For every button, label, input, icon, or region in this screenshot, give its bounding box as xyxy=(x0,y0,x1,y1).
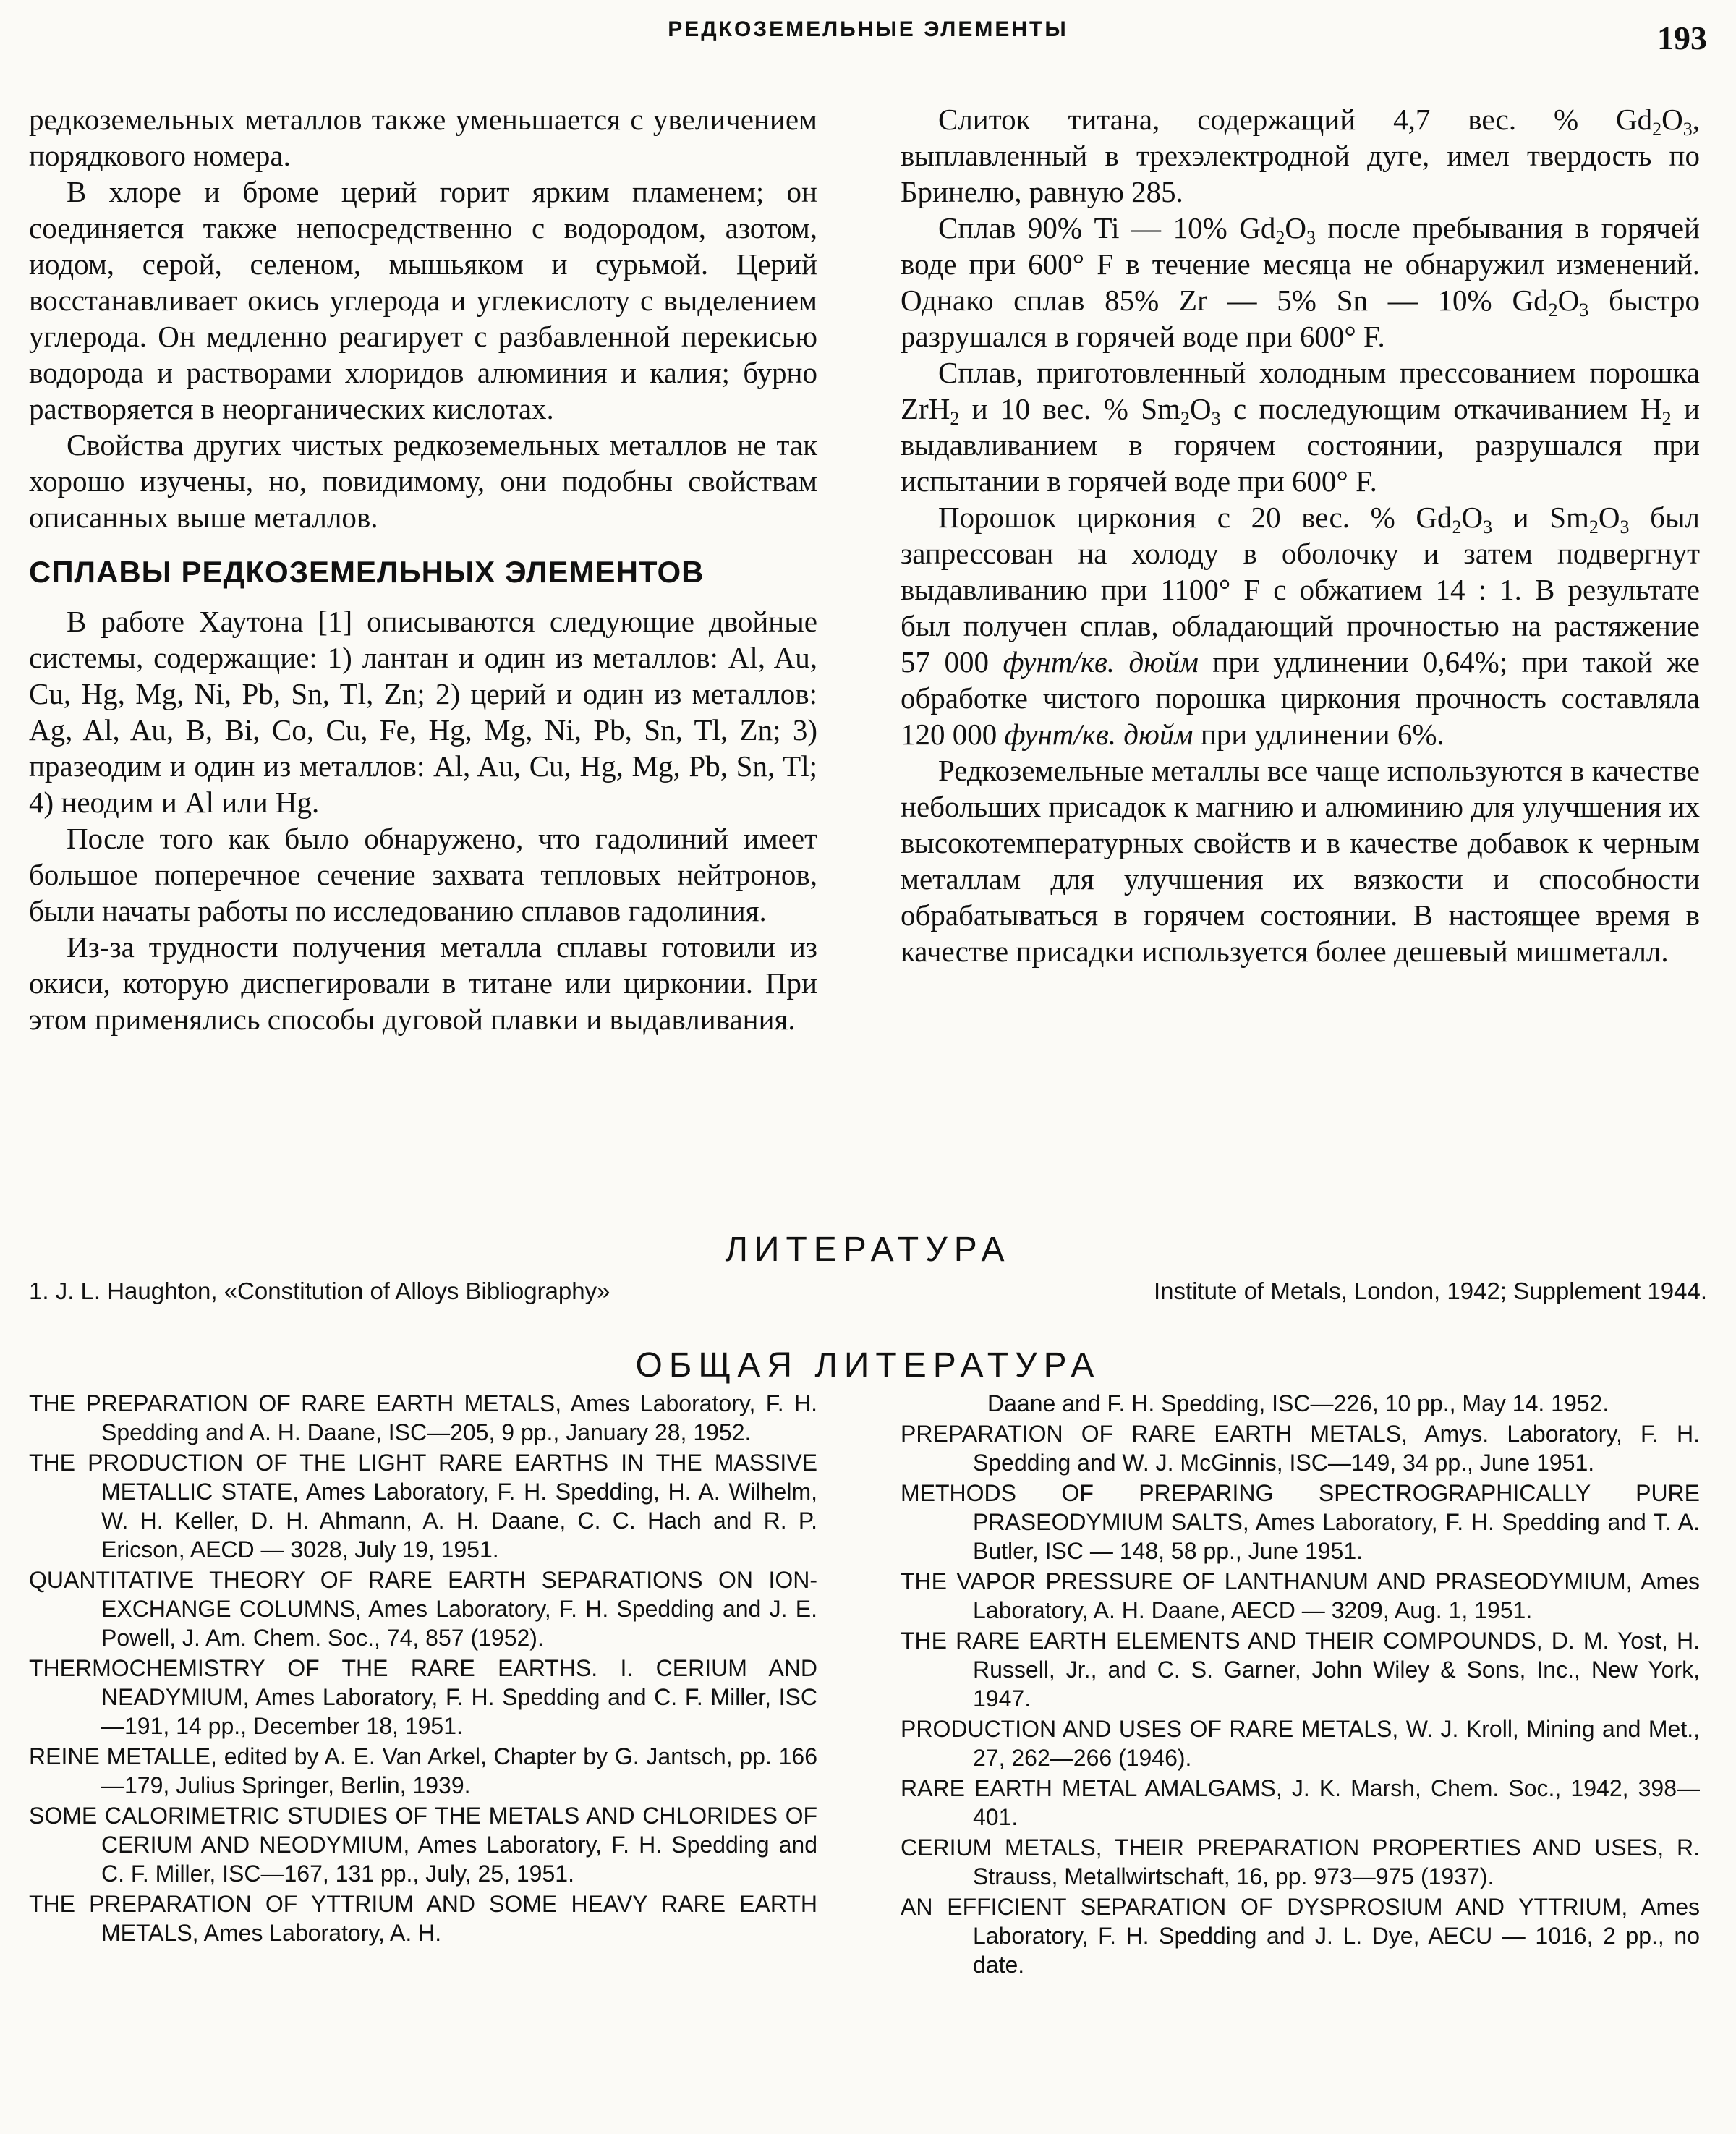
paragraph: Свойства других чистых редкоземельных металлов не так хорошо изучены, но, повидимому, они подобны свойствам описанных выше металлов. xyxy=(29,428,817,534)
reference-entry: PRODUCTION AND USES OF RARE METALS, W. J. Kroll, Mining and Met., 27, 262—266 (1946). xyxy=(901,1716,1700,1771)
unit-italic: фунт/кв. дюйм xyxy=(1004,718,1194,751)
reference-entry: THE PREPARATION OF YTTRIUM AND SOME HEAVY RARE EARTH METALS, Ames Laboratory, A. H. xyxy=(29,1891,817,1946)
reference-entry: THE VAPOR PRESSURE OF LANTHANUM AND PRASEODYMIUM, Ames Laboratory, A. H. Daane, AECD — 3209, Aug. 1, 1951. xyxy=(901,1568,1700,1623)
reference-entry: THERMOCHEMISTRY OF THE RARE EARTHS. I. CERIUM AND NEADYMIUM, Ames Laboratory, F. H. Spedding and C. F. Miller, ISC—191, 14 pp., December 18, 1951. xyxy=(29,1655,817,1739)
page-number: 193 xyxy=(1657,20,1707,56)
reference-entry: QUANTITATIVE THEORY OF RARE EARTH SEPARATIONS ON ION-EXCHANGE COLUMNS, Ames Laboratory, F. H. Spedding and J. E. Powell, J. Am. Chem. Soc., 74, 857 (1952). xyxy=(29,1567,817,1651)
reference-entry: THE RARE EARTH ELEMENTS AND THEIR COMPOUNDS, D. M. Yost, H. Russell, Jr., and C. S. Garner, John Wiley & Sons, Inc., New York, 1947. xyxy=(901,1628,1700,1712)
paragraph: Редкоземельные металлы все чаще используются в качестве небольших присадок к магнию и алюминию для улучшения их высокотемпературных свойств и в качестве добавок к черным металлам для улучшения их вязкости и способности обрабатываться в горячем состоянии. В настоящее время в качестве присадки используется более дешевый мишметалл. xyxy=(901,754,1700,968)
running-title: РЕДКОЗЕМЕЛЬНЫЕ ЭЛЕМЕНТЫ xyxy=(668,17,1068,41)
paragraph: В работе Хаутона [1] описываются следующие двойные системы, содержащие: 1) лантан и один из металлов: Al, Au, Cu, Hg, Mg, Ni, Pb, Sn, Tl, Zn; 2) церий и один из металлов: Ag, Al, Au, B, Bi, Co, Cu, Fe, Hg, Mg, Ni, Pb, Sn, Tl, Zn; 3) празеодим и один из металлов: Al, Au, Cu, Hg, Mg, Pb, Sn, Tl; 4) неодим и Al или Hg. xyxy=(29,605,817,819)
paragraph: После того как было обнаружено, что гадолиний имеет большое поперечное сечение захвата тепловых нейтронов, были начаты работы по исследованию сплавов гадолиния. xyxy=(29,822,817,927)
paragraph: редкоземельных металлов также уменьшается с увеличением порядкового номера. xyxy=(29,103,817,172)
general-literature-heading: ОБЩАЯ ЛИТЕРАТУРА xyxy=(635,1346,1101,1385)
reference-entry: AN EFFICIENT SEPARATION OF DYSPROSIUM AND YTTRIUM, Ames Laboratory, F. H. Spedding and J. L. Dye, AECU — 1016, 2 pp., no date. xyxy=(901,1894,1700,1978)
left-text-column xyxy=(29,101,817,1037)
reference-entry: CERIUM METALS, THEIR PREPARATION PROPERTIES AND USES, R. Strauss, Metallwirtschaft, 16, pp. 973—975 (1937). xyxy=(901,1835,1700,1889)
reference-entry: THE PREPARATION OF RARE EARTH METALS, Ames Laboratory, F. H. Spedding and A. H. Daane, ISC—205, 9 pp., January 28, 1952. xyxy=(29,1390,817,1445)
literature-heading: ЛИТЕРАТУРА xyxy=(725,1230,1011,1269)
unit-italic: фунт/кв. дюйм xyxy=(1003,645,1199,679)
references-right-column xyxy=(901,1389,1700,1981)
paragraph: Из-за трудности получения металла сплавы готовили из окиси, которую диспегировали в титане или цирконии. При этом применялись способы дуговой плавки и выдавливания. xyxy=(29,930,817,1036)
paragraph: Слиток титана, содержащий 4,7 вес. % $Gd_2O_3$, выплавленный в трехэлектродной дуге, имел твердость по Бринелю, равную 285. xyxy=(901,103,1700,208)
reference-entry: RARE EARTH METAL AMALGAMS, J. K. Marsh, Chem. Soc., 1942, 398—401. xyxy=(901,1775,1700,1830)
reference-entry: THE PRODUCTION OF THE LIGHT RARE EARTHS IN THE MASSIVE METALLIC STATE, Ames Laboratory, F. H. Spedding, H. A. Wilhelm, W. H. Keller, D. H. Ahmann, A. H. Daane, C. C. Hach and R. P. Ericson, AECD — 3028, July 19, 1951. xyxy=(29,1450,817,1563)
section-heading: СПЛАВЫ РЕДКОЗЕМЕЛЬНЫХ ЭЛЕМЕНТОВ xyxy=(29,555,705,589)
right-text-column xyxy=(901,101,1700,969)
paragraph: Сплав 90% Ti — 10% $Gd_2O_3$ после пребывания в горячей воде при 600° F в течение месяца не обнаружил изменений. Однако сплав 85% Zr — 5% Sn — 10% $Gd_2O_3$ быстро разрушался в горячей воде при 600° F. xyxy=(901,211,1700,353)
reference-entry: METHODS OF PREPARING SPECTROGRAPHICALLY PURE PRASEODYMIUM SALTS, Ames Laboratory, F. H. Spedding and T. A. Butler, ISC — 148, 58 pp., June 1951. xyxy=(901,1480,1700,1564)
literature-item: 1. J. L. Haughton, «Constitution of Alloys Bibliography» Institute of Metals, London, 1942; Supplement 1944. xyxy=(29,1278,1707,1304)
reference-entry: PREPARATION OF RARE EARTH METALS, Amys. Laboratory, F. H. Spedding and W. J. McGinnis, ISC—149, 34 pp., June 1951. xyxy=(901,1421,1700,1476)
paragraph: Порошок циркония с 20 вес. % $Gd_2O_3$ и $Sm_2O_3$ был запрессован на холоду в оболочку и затем подвергнут выдавливанию при 1100° F с обжатием 14 : 1. В результате был получен сплав, обладающий прочностью на растяжение 57 000 фунт/кв. дюйм при удлинении 0,64%; при такой же обработке чистого порошка циркония прочность составляла 120 000 фунт/кв. дюйм при удлинении 6%. xyxy=(901,501,1701,751)
reference-continuation: Daane and F. H. Spedding, ISC—226, 10 pp., May 14. 1952. xyxy=(987,1390,1609,1416)
references-left-column xyxy=(29,1389,817,1949)
paragraph: Сплав, приготовленный холодным прессованием порошка ZrH$_2$ и 10 вес. % $Sm_2O_3$ с последующим откачиванием $H_2$ и выдавливанием в горячем состоянии, разрушался при испытании в горячей воде при 600° F. xyxy=(901,356,1700,498)
reference-entry: SOME CALORIMETRIC STUDIES OF THE METALS AND CHLORIDES OF CERIUM AND NEODYMIUM, Ames Laboratory, F. H. Spedding and C. F. Miller, ISC—167, 131 pp., July, 25, 1951. xyxy=(29,1803,817,1887)
paragraph: В хлоре и броме церий горит ярким пламенем; он соединяется также непосредственно с водородом, азотом, иодом, серой, селеном, мышьяком и сурьмой. Церий восстанавливает окись углерода и углекислоту с выделением углерода. Он медленно реагирует с разбавленной перекисью водорода и растворами хлоридов алюминия и калия; бурно растворяется в неорганических кислотах. xyxy=(29,175,817,425)
reference-entry: REINE METALLE, edited by A. E. Van Arkel, Chapter by G. Jantsch, pp. 166—179, Julius Springer, Berlin, 1939. xyxy=(29,1743,817,1798)
